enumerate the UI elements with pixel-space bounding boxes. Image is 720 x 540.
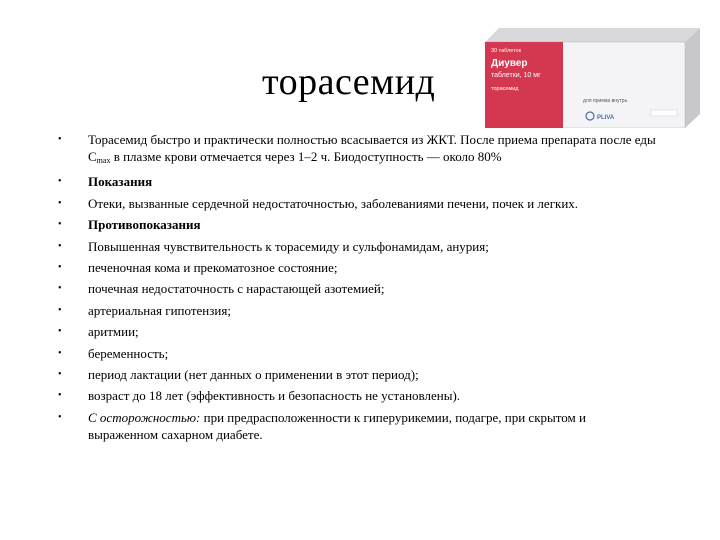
list-item: • аритмии; <box>58 324 139 340</box>
bullet-icon: • <box>58 240 62 252</box>
section-heading-indications: Показания <box>88 174 153 190</box>
section-heading-contraindications: Противопоказания <box>88 217 201 233</box>
bullet-icon: • <box>58 261 62 273</box>
caution-label: С осторожностью: <box>88 409 201 425</box>
bullet-icon: • <box>58 368 62 380</box>
bullet-icon: • <box>58 219 62 231</box>
package-maker: PLIVA <box>597 115 615 121</box>
list-item: • артериальная гипотензия; <box>58 302 231 318</box>
list-item: • печеночная кома и прекоматозное состояние; <box>58 259 338 275</box>
list-item: • Отеки, вызванные сердечной недостаточностью, заболеваниями печени, почек и легких. <box>58 195 579 211</box>
bullet-icon: • <box>58 304 62 316</box>
package-count: 30 таблеток <box>491 48 522 54</box>
package-dose: таблетки, 10 мг <box>491 72 541 79</box>
package-generic: торасемид <box>491 86 519 92</box>
package-brand: Диувер <box>491 58 528 69</box>
bullet-icon: • <box>58 411 62 423</box>
list-item: • Повышенная чувствительность к торасемиду и сульфонамидам, анурия; <box>58 238 489 254</box>
slide-title: торасемид <box>262 61 436 103</box>
list-item: • период лактации (нет данных о применении в этот период); <box>58 366 419 382</box>
bullet-icon: • <box>58 283 62 295</box>
list-item: • возраст до 18 лет (эффективность и безопасность не установлены). <box>58 388 461 404</box>
bullet-icon: • <box>58 176 62 188</box>
list-item: • почечная недостаточность с нарастающей азотемией; <box>58 281 385 297</box>
bullet-icon: • <box>58 347 62 359</box>
bullet-icon: • <box>58 390 62 402</box>
bullet-icon: • <box>58 197 62 209</box>
list-item: • беременность; <box>58 345 169 361</box>
bullet-icon: • <box>58 326 62 338</box>
list-item: • С осторожностью: при предрасположенности к гиперурикемии, подагре, при скрытом и выраженном сахарном диабете. <box>58 409 586 442</box>
package-usage: для приема внутрь <box>583 98 628 104</box>
list-item: • Торасемид быстро и практически полностью всасывается из ЖКТ. После приема препарата после еды $C_{max}$ в плазме крови отмечается через 1–2 ч. Биодоступность — около 80% <box>58 132 656 165</box>
drug-package-image <box>485 28 700 128</box>
list-item <box>58 216 658 233</box>
list-item <box>58 173 658 190</box>
bullet-icon: • <box>58 134 62 145</box>
content-bullet-list <box>58 131 658 447</box>
